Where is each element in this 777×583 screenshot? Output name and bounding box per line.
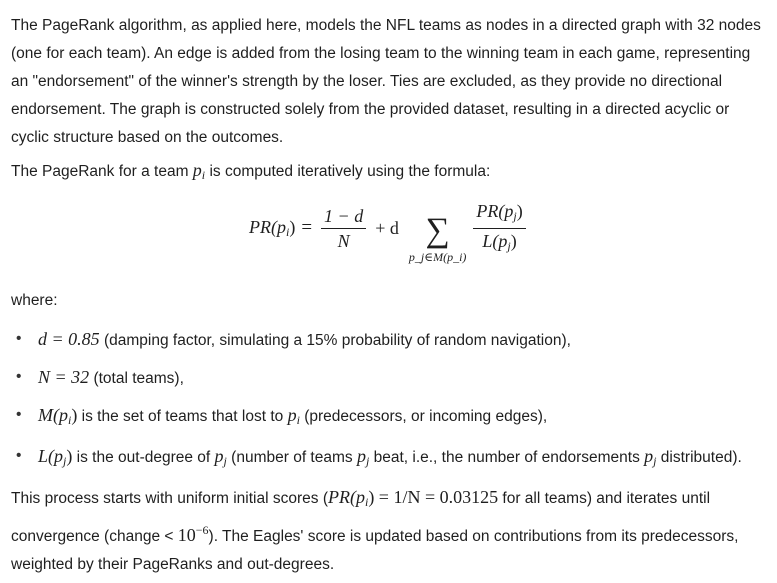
formula-equals: =	[301, 217, 313, 238]
def-l-math: $L(p_j)$	[38, 446, 73, 468]
def-l-var: $p_j$	[214, 446, 227, 468]
formula-intro	[11, 156, 766, 189]
formula-lhs: $PR(p_i)$	[249, 216, 296, 239]
def-m-text: is the set of teams that lost to	[77, 408, 288, 425]
def-l-text: is the out-degree of	[72, 449, 215, 466]
def-l-text4: distributed).	[656, 449, 742, 466]
formula-fraction-pr: $\frac{PR(p_j)}{L(p_j)}$	[473, 200, 525, 257]
formula-intro-var: $p_i$	[192, 160, 206, 182]
sigma-symbol: ∑	[425, 212, 450, 249]
variable-definitions-list	[11, 325, 766, 475]
def-n-text: (total teams),	[89, 370, 184, 387]
closing-paragraph: This process starts with uniform initial scores ($PR(p_i) = 1/N = 0.03125$ for all teams) and iterates until convergence (change < $10^{-6}$). The Eagles' score is updated based on contributions from its predecessors, weighted by their PageRanks and out-degrees.	[11, 487, 739, 573]
def-l-var2: $p_j$	[356, 446, 370, 468]
formula-summation	[408, 212, 467, 265]
def-m-text2: (predecessors, or incoming edges),	[299, 408, 548, 425]
def-l-text3: beat, i.e., the number of endorsements	[369, 449, 645, 466]
convergence-threshold: $10^{-6}$	[177, 523, 209, 545]
list-item: • N = 32 (total teams),	[16, 367, 184, 387]
pagerank-formula-block	[11, 195, 766, 279]
def-l-text2: (number of teams	[226, 449, 357, 466]
formula-plus-d: + d	[375, 217, 399, 238]
list-item: • $L(p_j)$ is the out-degree of $p_j$ (number of teams $p_j$ beat, i.e., the number of endorsements $p_j$ distributed).	[16, 446, 742, 468]
def-d-text: (damping factor, simulating a 15% probability of random navigation),	[99, 332, 571, 349]
intro-paragraph: The PageRank algorithm, as applied here, models the NFL teams as nodes in a directed graph with 32 nodes (one for each team). An edge is added from the losing team to the winning team in each game, representing an "endorsement" of the winner's strength by the loser. Ties are excluded, as they provide no directional endorsement. The graph is constructed solely from the provided dataset, resulting in a directed acyclic or cyclic structure based on the outcomes.	[11, 17, 761, 146]
pagerank-formula	[249, 195, 529, 264]
def-m-math: $M(p_i)$	[38, 405, 78, 427]
summation-index: p_j∈M(p_i)	[408, 250, 467, 264]
def-d-math: d = 0.85	[38, 329, 100, 349]
initial-score-math: $PR(p_i) = 1/N = 0.03125$	[327, 487, 499, 509]
formula-intro-post: is computed iteratively using the formula:	[205, 163, 491, 180]
where-label: where:	[11, 292, 58, 309]
formula-fraction-damping: $\frac{1 - d}{N}$	[321, 205, 366, 252]
def-n-math: N = 32	[38, 367, 90, 387]
list-item: • d = 0.85 (damping factor, simulating a 15% probability of random navigation),	[16, 329, 571, 349]
formula-intro-pre: The PageRank for a team	[11, 163, 193, 180]
def-l-var3: $p_j$	[644, 446, 657, 468]
list-item: • $M(p_i)$ is the set of teams that lost to $p_i$ (predecessors, or incoming edges),	[16, 405, 548, 427]
def-m-var: $p_i$	[287, 405, 300, 427]
